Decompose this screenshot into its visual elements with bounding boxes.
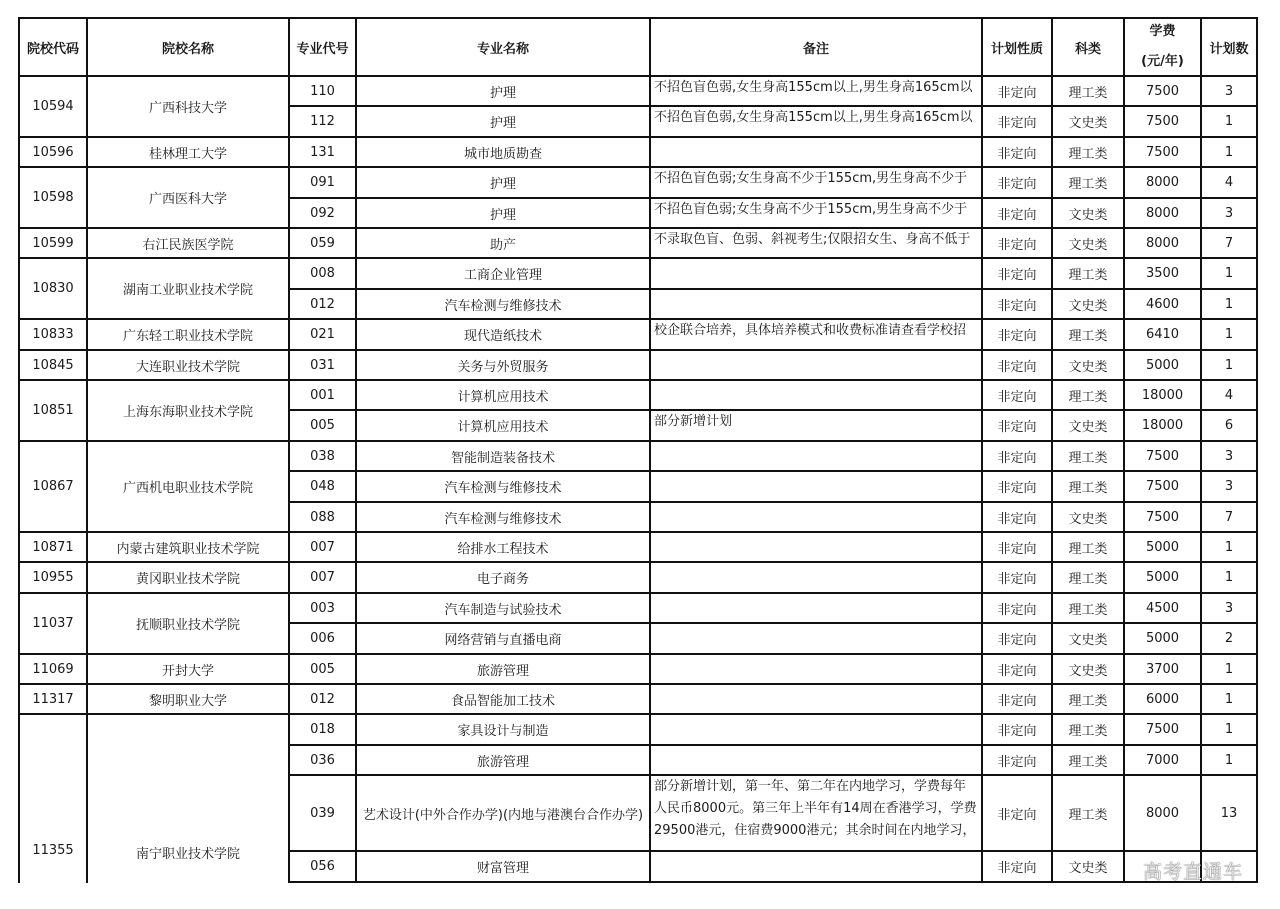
notes-line: 不招色盲色弱,女生身高155cm以上,男生身高165cm以 (654, 80, 973, 95)
major-code-cell: 005 (290, 655, 357, 685)
notes-cell (651, 503, 983, 533)
major-name-cell: 食品智能加工技术 (357, 685, 651, 715)
school-code-cell: 10598 (18, 168, 88, 229)
major-name-cell: 网络营销与直播电商 (357, 624, 651, 655)
notes-line: 29500港元，住宿费9000港元；其余时间在内地学习， (654, 823, 976, 838)
plan-count-cell: 1 (1202, 685, 1258, 715)
major-code-cell: 031 (290, 351, 357, 381)
plan-type-cell: 非定向 (983, 107, 1053, 138)
notes-cell (651, 563, 983, 594)
plan-type-cell: 非定向 (983, 503, 1053, 533)
plan-count-cell: 1 (1202, 533, 1258, 563)
school-code-cell: 10594 (18, 77, 88, 138)
school-name-cell: 广西机电职业技术学院 (88, 442, 290, 533)
plan-type-cell: 非定向 (983, 715, 1053, 746)
tuition-cell: 4600 (1125, 290, 1202, 320)
school-code-cell: 11069 (18, 655, 88, 685)
category-cell: 理工类 (1053, 77, 1125, 107)
tuition-cell: 18000 (1125, 381, 1202, 411)
major-name-cell: 给排水工程技术 (357, 533, 651, 563)
tuition-cell: 8000 (1125, 776, 1202, 852)
tuition-cell: 5000 (1125, 351, 1202, 381)
plan-type-cell: 非定向 (983, 320, 1053, 351)
major-code-cell: 048 (290, 472, 357, 503)
header-tuition (1125, 17, 1202, 77)
notes-cell (651, 107, 983, 138)
plan-type-cell: 非定向 (983, 259, 1053, 290)
school-code-cell: 10833 (18, 320, 88, 351)
major-name-cell: 旅游管理 (357, 746, 651, 776)
school-name-cell: 右江民族医学院 (88, 229, 290, 259)
plan-count-cell: 1 (1202, 351, 1258, 381)
notes-line: 不招色盲色弱,女生身高155cm以上,男生身高165cm以 (654, 110, 973, 125)
major-code-cell: 012 (290, 290, 357, 320)
plan-type-cell: 非定向 (983, 852, 1053, 883)
tuition-cell: 7500 (1125, 472, 1202, 503)
major-code-cell: 007 (290, 563, 357, 594)
notes-cell (651, 351, 983, 381)
major-name-cell: 家具设计与制造 (357, 715, 651, 746)
category-cell: 文史类 (1053, 290, 1125, 320)
notes-cell (651, 381, 983, 411)
plan-count-cell: 4 (1202, 381, 1258, 411)
notes-cell (651, 229, 983, 259)
tuition-cell: 6000 (1125, 685, 1202, 715)
header-plan-count: 计划数 (1202, 17, 1258, 77)
school-code-cell: 10599 (18, 229, 88, 259)
plan-type-cell: 非定向 (983, 138, 1053, 168)
plan-count-cell: 1 (1202, 715, 1258, 746)
plan-count-cell: 3 (1202, 199, 1258, 229)
school-name-cell: 开封大学 (88, 655, 290, 685)
plan-count-cell: 1 (1202, 655, 1258, 685)
school-code-cell: 11317 (18, 685, 88, 715)
major-code-cell: 091 (290, 168, 357, 199)
major-name-cell: 城市地质勘查 (357, 138, 651, 168)
notes-cell (651, 715, 983, 746)
plan-count-cell: 3 (1202, 442, 1258, 472)
plan-type-cell: 非定向 (983, 381, 1053, 411)
school-name-cell: 南宁职业技术学院 (88, 715, 290, 883)
plan-type-cell: 非定向 (983, 655, 1053, 685)
category-cell: 理工类 (1053, 746, 1125, 776)
notes-cell (651, 168, 983, 199)
major-code-cell: 110 (290, 77, 357, 107)
plan-count-cell: 3 (1202, 594, 1258, 624)
major-code-cell: 005 (290, 411, 357, 442)
category-cell: 文史类 (1053, 411, 1125, 442)
plan-type-cell: 非定向 (983, 776, 1053, 852)
major-code-cell: 056 (290, 852, 357, 883)
category-cell: 文史类 (1053, 852, 1125, 883)
notes-line: 不录取色盲、色弱、斜视考生;仅限招女生、身高不低于 (654, 232, 971, 247)
school-name-cell: 桂林理工大学 (88, 138, 290, 168)
major-code-cell: 039 (290, 776, 357, 852)
tuition-cell: 7500 (1125, 77, 1202, 107)
category-cell: 理工类 (1053, 685, 1125, 715)
major-name-cell: 计算机应用技术 (357, 411, 651, 442)
plan-count-cell: 7 (1202, 503, 1258, 533)
tuition-cell: 7500 (1125, 107, 1202, 138)
school-name-cell: 大连职业技术学院 (88, 351, 290, 381)
major-code-cell: 006 (290, 624, 357, 655)
header-school-code: 院校代码 (18, 17, 88, 77)
plan-type-cell: 非定向 (983, 685, 1053, 715)
plan-type-cell: 非定向 (983, 442, 1053, 472)
major-name-cell: 关务与外贸服务 (357, 351, 651, 381)
notes-cell (651, 624, 983, 655)
tuition-cell: 6410 (1125, 320, 1202, 351)
notes-cell (651, 852, 983, 883)
plan-type-cell: 非定向 (983, 533, 1053, 563)
school-name-cell: 内蒙古建筑职业技术学院 (88, 533, 290, 563)
tuition-cell: 5000 (1125, 533, 1202, 563)
tuition-cell: 8000 (1125, 168, 1202, 199)
school-name-cell: 上海东海职业技术学院 (88, 381, 290, 442)
major-name-cell: 艺术设计(中外合作办学)(内地与港澳台合作办学) (357, 776, 651, 852)
plan-type-cell: 非定向 (983, 290, 1053, 320)
tuition-cell: 3700 (1125, 655, 1202, 685)
header-major-name: 专业名称 (357, 17, 651, 77)
major-code-cell: 008 (290, 259, 357, 290)
plan-count-cell: 13 (1202, 776, 1258, 852)
school-name-cell: 广西医科大学 (88, 168, 290, 229)
major-code-cell: 003 (290, 594, 357, 624)
tuition-cell: 18000 (1125, 411, 1202, 442)
major-code-cell: 007 (290, 533, 357, 563)
plan-type-cell: 非定向 (983, 563, 1053, 594)
major-code-cell: 012 (290, 685, 357, 715)
watermark-text: 高考直通车 (1143, 861, 1244, 883)
notes-line: 不招色盲色弱;女生身高不少于155cm,男生身高不少于 (654, 171, 968, 186)
tuition-cell: 8000 (1125, 199, 1202, 229)
school-code-cell: 11037 (18, 594, 88, 655)
notes-line: 校企联合培养，具体培养模式和收费标准请查看学校招 (654, 323, 967, 338)
school-code-cell: 10845 (18, 351, 88, 381)
category-cell: 文史类 (1053, 199, 1125, 229)
major-name-cell: 财富管理 (357, 852, 651, 883)
category-cell: 理工类 (1053, 138, 1125, 168)
major-name-cell: 护理 (357, 168, 651, 199)
category-cell: 理工类 (1053, 168, 1125, 199)
school-code-cell: 10955 (18, 563, 88, 594)
notes-cell (651, 685, 983, 715)
major-name-cell: 电子商务 (357, 563, 651, 594)
plan-count-cell: 1 (1202, 746, 1258, 776)
category-cell: 理工类 (1053, 320, 1125, 351)
major-name-cell: 汽车检测与维修技术 (357, 503, 651, 533)
header-tuition-label: 学费 (1149, 24, 1176, 39)
header-major-code: 专业代号 (290, 17, 357, 77)
school-code-cell: 10596 (18, 138, 88, 168)
plan-type-cell: 非定向 (983, 168, 1053, 199)
major-name-cell: 护理 (357, 107, 651, 138)
plan-count-cell: 1 (1202, 107, 1258, 138)
plan-count-cell: 6 (1202, 411, 1258, 442)
school-code-cell: 10867 (18, 442, 88, 533)
category-cell: 理工类 (1053, 533, 1125, 563)
school-name-cell: 广东轻工职业技术学院 (88, 320, 290, 351)
notes-cell (651, 259, 983, 290)
category-cell: 理工类 (1053, 563, 1125, 594)
school-name-cell: 广西科技大学 (88, 77, 290, 138)
notes-line: 部分新增计划，第一年、第二年在内地学习，学费每年 (654, 779, 967, 794)
notes-line: 人民币8000元。第三年上半年有14周在香港学习，学费 (654, 801, 977, 816)
major-name-cell: 现代造纸技术 (357, 320, 651, 351)
major-code-cell: 092 (290, 199, 357, 229)
notes-cell (651, 138, 983, 168)
major-code-cell: 112 (290, 107, 357, 138)
school-code-cell: 11355 (18, 715, 88, 883)
plan-type-cell: 非定向 (983, 411, 1053, 442)
plan-type-cell: 非定向 (983, 77, 1053, 107)
tuition-cell: 7500 (1125, 442, 1202, 472)
major-name-cell: 智能制造装备技术 (357, 442, 651, 472)
school-name-cell: 黄冈职业技术学院 (88, 563, 290, 594)
school-name-cell: 黎明职业大学 (88, 685, 290, 715)
school-code-cell: 10830 (18, 259, 88, 320)
plan-type-cell: 非定向 (983, 624, 1053, 655)
notes-cell (651, 290, 983, 320)
major-name-cell: 工商企业管理 (357, 259, 651, 290)
major-code-cell: 036 (290, 746, 357, 776)
category-cell: 理工类 (1053, 594, 1125, 624)
notes-cell (651, 746, 983, 776)
plan-type-cell: 非定向 (983, 199, 1053, 229)
category-cell: 文史类 (1053, 229, 1125, 259)
tuition-cell: 7000 (1125, 746, 1202, 776)
school-name-cell: 湖南工业职业技术学院 (88, 259, 290, 320)
plan-count-cell: 1 (1202, 320, 1258, 351)
category-cell: 理工类 (1053, 776, 1125, 852)
school-code-cell: 10871 (18, 533, 88, 563)
tuition-cell: 7500 (1125, 715, 1202, 746)
major-code-cell: 018 (290, 715, 357, 746)
category-cell: 理工类 (1053, 442, 1125, 472)
major-name-cell: 计算机应用技术 (357, 381, 651, 411)
tuition-cell: 8000 (1125, 229, 1202, 259)
tuition-cell: 5000 (1125, 624, 1202, 655)
notes-cell (651, 320, 983, 351)
header-category: 科类 (1053, 17, 1125, 77)
major-name-cell: 护理 (357, 77, 651, 107)
major-name-cell: 护理 (357, 199, 651, 229)
category-cell: 理工类 (1053, 259, 1125, 290)
plan-count-cell: 1 (1202, 563, 1258, 594)
category-cell: 文史类 (1053, 655, 1125, 685)
header-tuition-unit: (元/年) (1141, 54, 1184, 69)
notes-line: 部分新增计划 (654, 414, 733, 429)
plan-count-cell: 7 (1202, 229, 1258, 259)
plan-count-cell: 3 (1202, 472, 1258, 503)
notes-cell (651, 533, 983, 563)
notes-cell (651, 199, 983, 229)
major-name-cell: 旅游管理 (357, 655, 651, 685)
notes-cell (651, 776, 983, 852)
category-cell: 理工类 (1053, 472, 1125, 503)
notes-cell (651, 77, 983, 107)
plan-type-cell: 非定向 (983, 472, 1053, 503)
category-cell: 文史类 (1053, 503, 1125, 533)
major-code-cell: 001 (290, 381, 357, 411)
notes-cell (651, 594, 983, 624)
notes-cell (651, 411, 983, 442)
header-notes: 备注 (651, 17, 983, 77)
major-code-cell: 038 (290, 442, 357, 472)
plan-count-cell: 1 (1202, 138, 1258, 168)
plan-count-cell: 4 (1202, 168, 1258, 199)
category-cell: 文史类 (1053, 624, 1125, 655)
notes-line: 不招色盲色弱;女生身高不少于155cm,男生身高不少于 (654, 202, 968, 217)
header-school-name: 院校名称 (88, 17, 290, 77)
plan-count-cell: 2 (1202, 624, 1258, 655)
plan-type-cell: 非定向 (983, 351, 1053, 381)
school-code-cell: 10851 (18, 381, 88, 442)
notes-cell (651, 442, 983, 472)
major-name-cell: 汽车检测与维修技术 (357, 290, 651, 320)
school-name-cell: 抚顺职业技术学院 (88, 594, 290, 655)
plan-count-cell: 3 (1202, 77, 1258, 107)
tuition-cell: 5000 (1125, 563, 1202, 594)
major-code-cell: 088 (290, 503, 357, 533)
major-code-cell: 131 (290, 138, 357, 168)
category-cell: 理工类 (1053, 381, 1125, 411)
category-cell: 理工类 (1053, 715, 1125, 746)
header-plan-type: 计划性质 (983, 17, 1053, 77)
tuition-cell: 4500 (1125, 594, 1202, 624)
category-cell: 文史类 (1053, 351, 1125, 381)
plan-type-cell: 非定向 (983, 594, 1053, 624)
major-name-cell: 汽车检测与维修技术 (357, 472, 651, 503)
plan-count-cell: 1 (1202, 290, 1258, 320)
notes-cell (651, 472, 983, 503)
tuition-cell: 7500 (1125, 503, 1202, 533)
major-name-cell: 助产 (357, 229, 651, 259)
notes-cell (651, 655, 983, 685)
major-code-cell: 059 (290, 229, 357, 259)
plan-type-cell: 非定向 (983, 746, 1053, 776)
plan-type-cell: 非定向 (983, 229, 1053, 259)
tuition-cell: 7500 (1125, 138, 1202, 168)
major-code-cell: 021 (290, 320, 357, 351)
category-cell: 文史类 (1053, 107, 1125, 138)
major-name-cell: 汽车制造与试验技术 (357, 594, 651, 624)
tuition-cell: 3500 (1125, 259, 1202, 290)
plan-count-cell: 1 (1202, 259, 1258, 290)
